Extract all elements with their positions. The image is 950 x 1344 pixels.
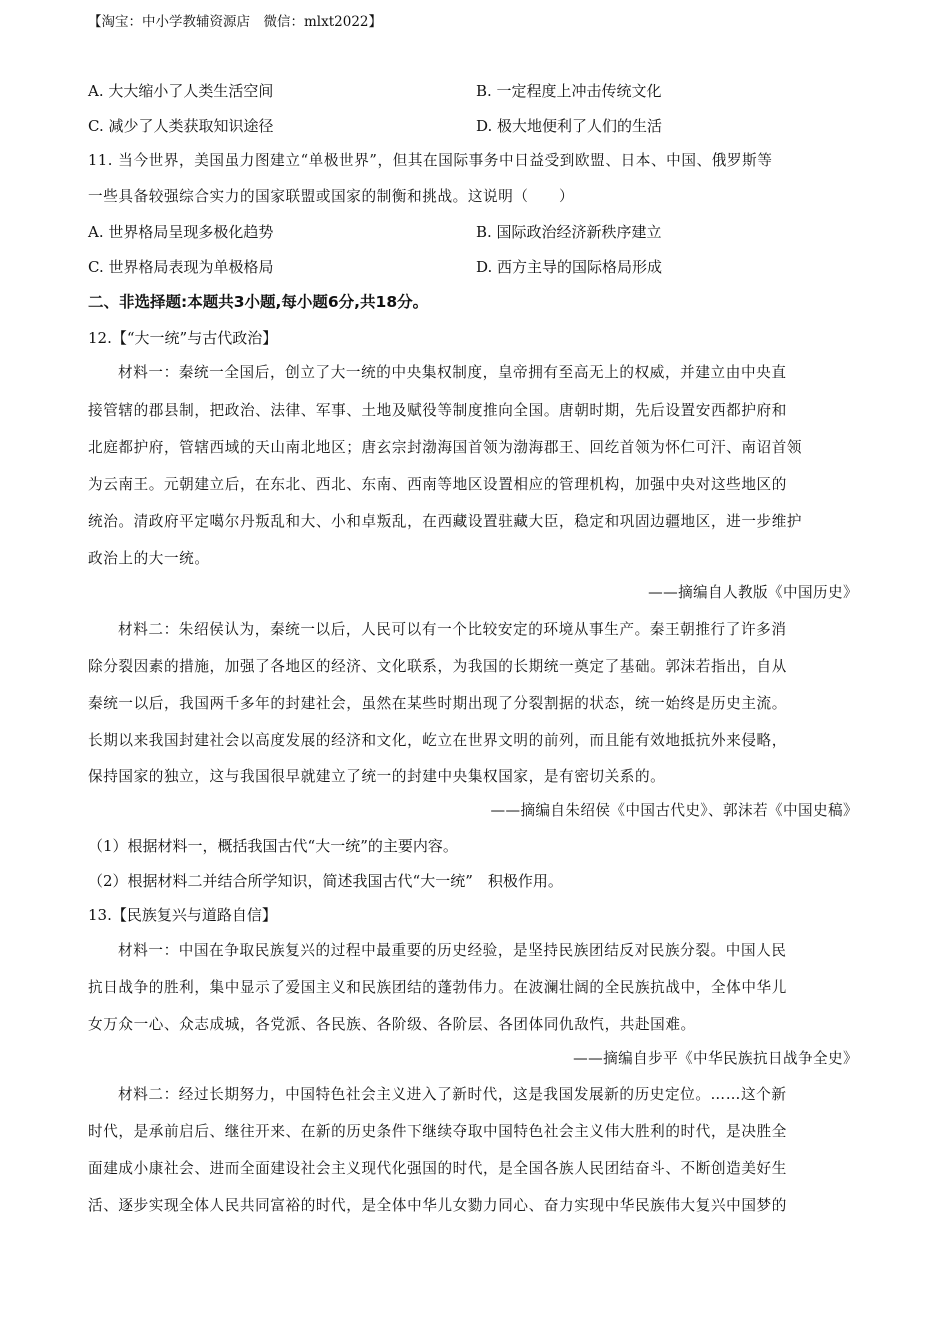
q12-material2-line: 保持国家的独立，这与我国很早就建立了统一的封建中央集权国家，是有密切关系的。 bbox=[88, 768, 666, 785]
q12-material2-line: 除分裂因素的措施，加强了各地区的经济、文化联系，为我国的长期统一奠定了基础。郭沫若指出，自从 bbox=[88, 658, 787, 675]
q13-material1-source: ——摘编自步平《中华民族抗日战争全史》 bbox=[573, 1050, 858, 1067]
page-header: 【淘宝：中小学教辅资源店 微信：mlxt2022】 bbox=[88, 14, 383, 30]
q11-option-b: B. 国际政治经济新秩序建立 bbox=[476, 223, 662, 241]
q12-material1-line: 统治。清政府平定噶尔丹叛乱和大、小和卓叛乱，在西藏设置驻藏大臣，稳定和巩固边疆地区，进一步维护 bbox=[88, 513, 803, 530]
q11-option-c: C. 世界格局表现为单极格局 bbox=[88, 258, 274, 276]
q11-option-d: D. 西方主导的国际格局形成 bbox=[476, 258, 663, 276]
q11-option-a: A. 世界格局呈现多极化趋势 bbox=[88, 223, 274, 241]
q12-subquestion-1: （1）根据材料一，概括我国古代“大一统”的主要内容。 bbox=[88, 837, 458, 855]
q13-title: 13.【民族复兴与道路自信】 bbox=[88, 906, 277, 924]
q12-material2-line: 秦统一以后，我国两千多年的封建社会，虽然在某些时期出现了分裂割据的状态，统一始终是历史主流。 bbox=[88, 695, 787, 712]
q13-material1-line: 女万众一心、众志成城，各党派、各民族、各阶级、各阶层、各团体同仇敌忾，共赴国难。 bbox=[88, 1016, 696, 1033]
q12-material1-line: 政治上的大一统。 bbox=[88, 550, 210, 567]
q12-material1-line: 为云南王。元朝建立后，在东北、西北、东南、西南等地区设置相应的管理机构，加强中央对这些地区的 bbox=[88, 476, 787, 493]
q10-option-b: B. 一定程度上冲击传统文化 bbox=[476, 82, 662, 100]
q13-material2-line: 活、逐步实现全体人民共同富裕的时代，是全体中华儿女勠力同心、奋力实现中华民族伟大复兴中国梦的 bbox=[88, 1197, 787, 1214]
q12-material2-line: 长期以来我国封建社会以高度发展的经济和文化，屹立在世界文明的前列，而且能有效地抵抗外来侵略， bbox=[88, 732, 787, 749]
q13-material2-line: 材料二：经过长期努力，中国特色社会主义进入了新时代，这是我国发展新的历史定位。……这个新 bbox=[118, 1086, 787, 1103]
q12-material2-source: ——摘编自朱绍侯《中国古代史》、郭沫若《中国史稿》 bbox=[490, 802, 858, 819]
q11-stem-line2: 一些具备较强综合实力的国家联盟或国家的制衡和挑战。这说明（ ） bbox=[88, 188, 575, 205]
q11-stem-line1: 11. 当今世界，美国虽力图建立“单极世界”，但其在国际事务中日益受到欧盟、日本、中国、俄罗斯等 bbox=[88, 152, 773, 169]
q13-material2-line: 时代，是承前启后、继往开来、在新的历史条件下继续夺取中国特色社会主义伟大胜利的时代，是决胜全 bbox=[88, 1123, 787, 1140]
q12-material1-line: 接管辖的郡县制，把政治、法律、军事、土地及赋役等制度推向全国。唐朝时期，先后设置安西都护府和 bbox=[88, 402, 787, 419]
q12-subquestion-2: （2）根据材料二并结合所学知识，简述我国古代“大一统” 积极作用。 bbox=[88, 872, 563, 890]
q13-material1-line: 抗日战争的胜利，集中显示了爱国主义和民族团结的蓬勃伟力。在波澜壮阔的全民族抗战中，全体中华儿 bbox=[88, 979, 787, 996]
q12-material1-source: ——摘编自人教版《中国历史》 bbox=[648, 584, 858, 601]
q13-material2-line: 面建成小康社会、进而全面建设社会主义现代化强国的时代，是全国各族人民团结奋斗、不断创造美好生 bbox=[88, 1160, 787, 1177]
q10-option-d: D. 极大地便利了人们的生活 bbox=[476, 117, 663, 135]
section2-title: 二、非选择题:本题共3小题,每小题6分,共18分。 bbox=[88, 293, 429, 311]
q10-option-c: C. 减少了人类获取知识途径 bbox=[88, 117, 274, 135]
q12-material2-line: 材料二：朱绍侯认为，秦统一以后，人民可以有一个比较安定的环境从事生产。秦王朝推行了许多消 bbox=[118, 621, 787, 638]
q12-title: 12.【“大一统”与古代政治】 bbox=[88, 329, 278, 347]
q10-option-a: A. 大大缩小了人类生活空间 bbox=[88, 82, 274, 100]
q13-material1-line: 材料一：中国在争取民族复兴的过程中最重要的历史经验，是坚持民族团结反对民族分裂。中国人民 bbox=[118, 942, 787, 959]
q12-material1-line: 材料一：秦统一全国后，创立了大一统的中央集权制度，皇帝拥有至高无上的权威，并建立由中央直 bbox=[118, 364, 787, 381]
q12-material1-line: 北庭都护府，管辖西域的天山南北地区；唐玄宗封渤海国首领为渤海郡王、回纥首领为怀仁可汗、南诏首领 bbox=[88, 439, 803, 456]
